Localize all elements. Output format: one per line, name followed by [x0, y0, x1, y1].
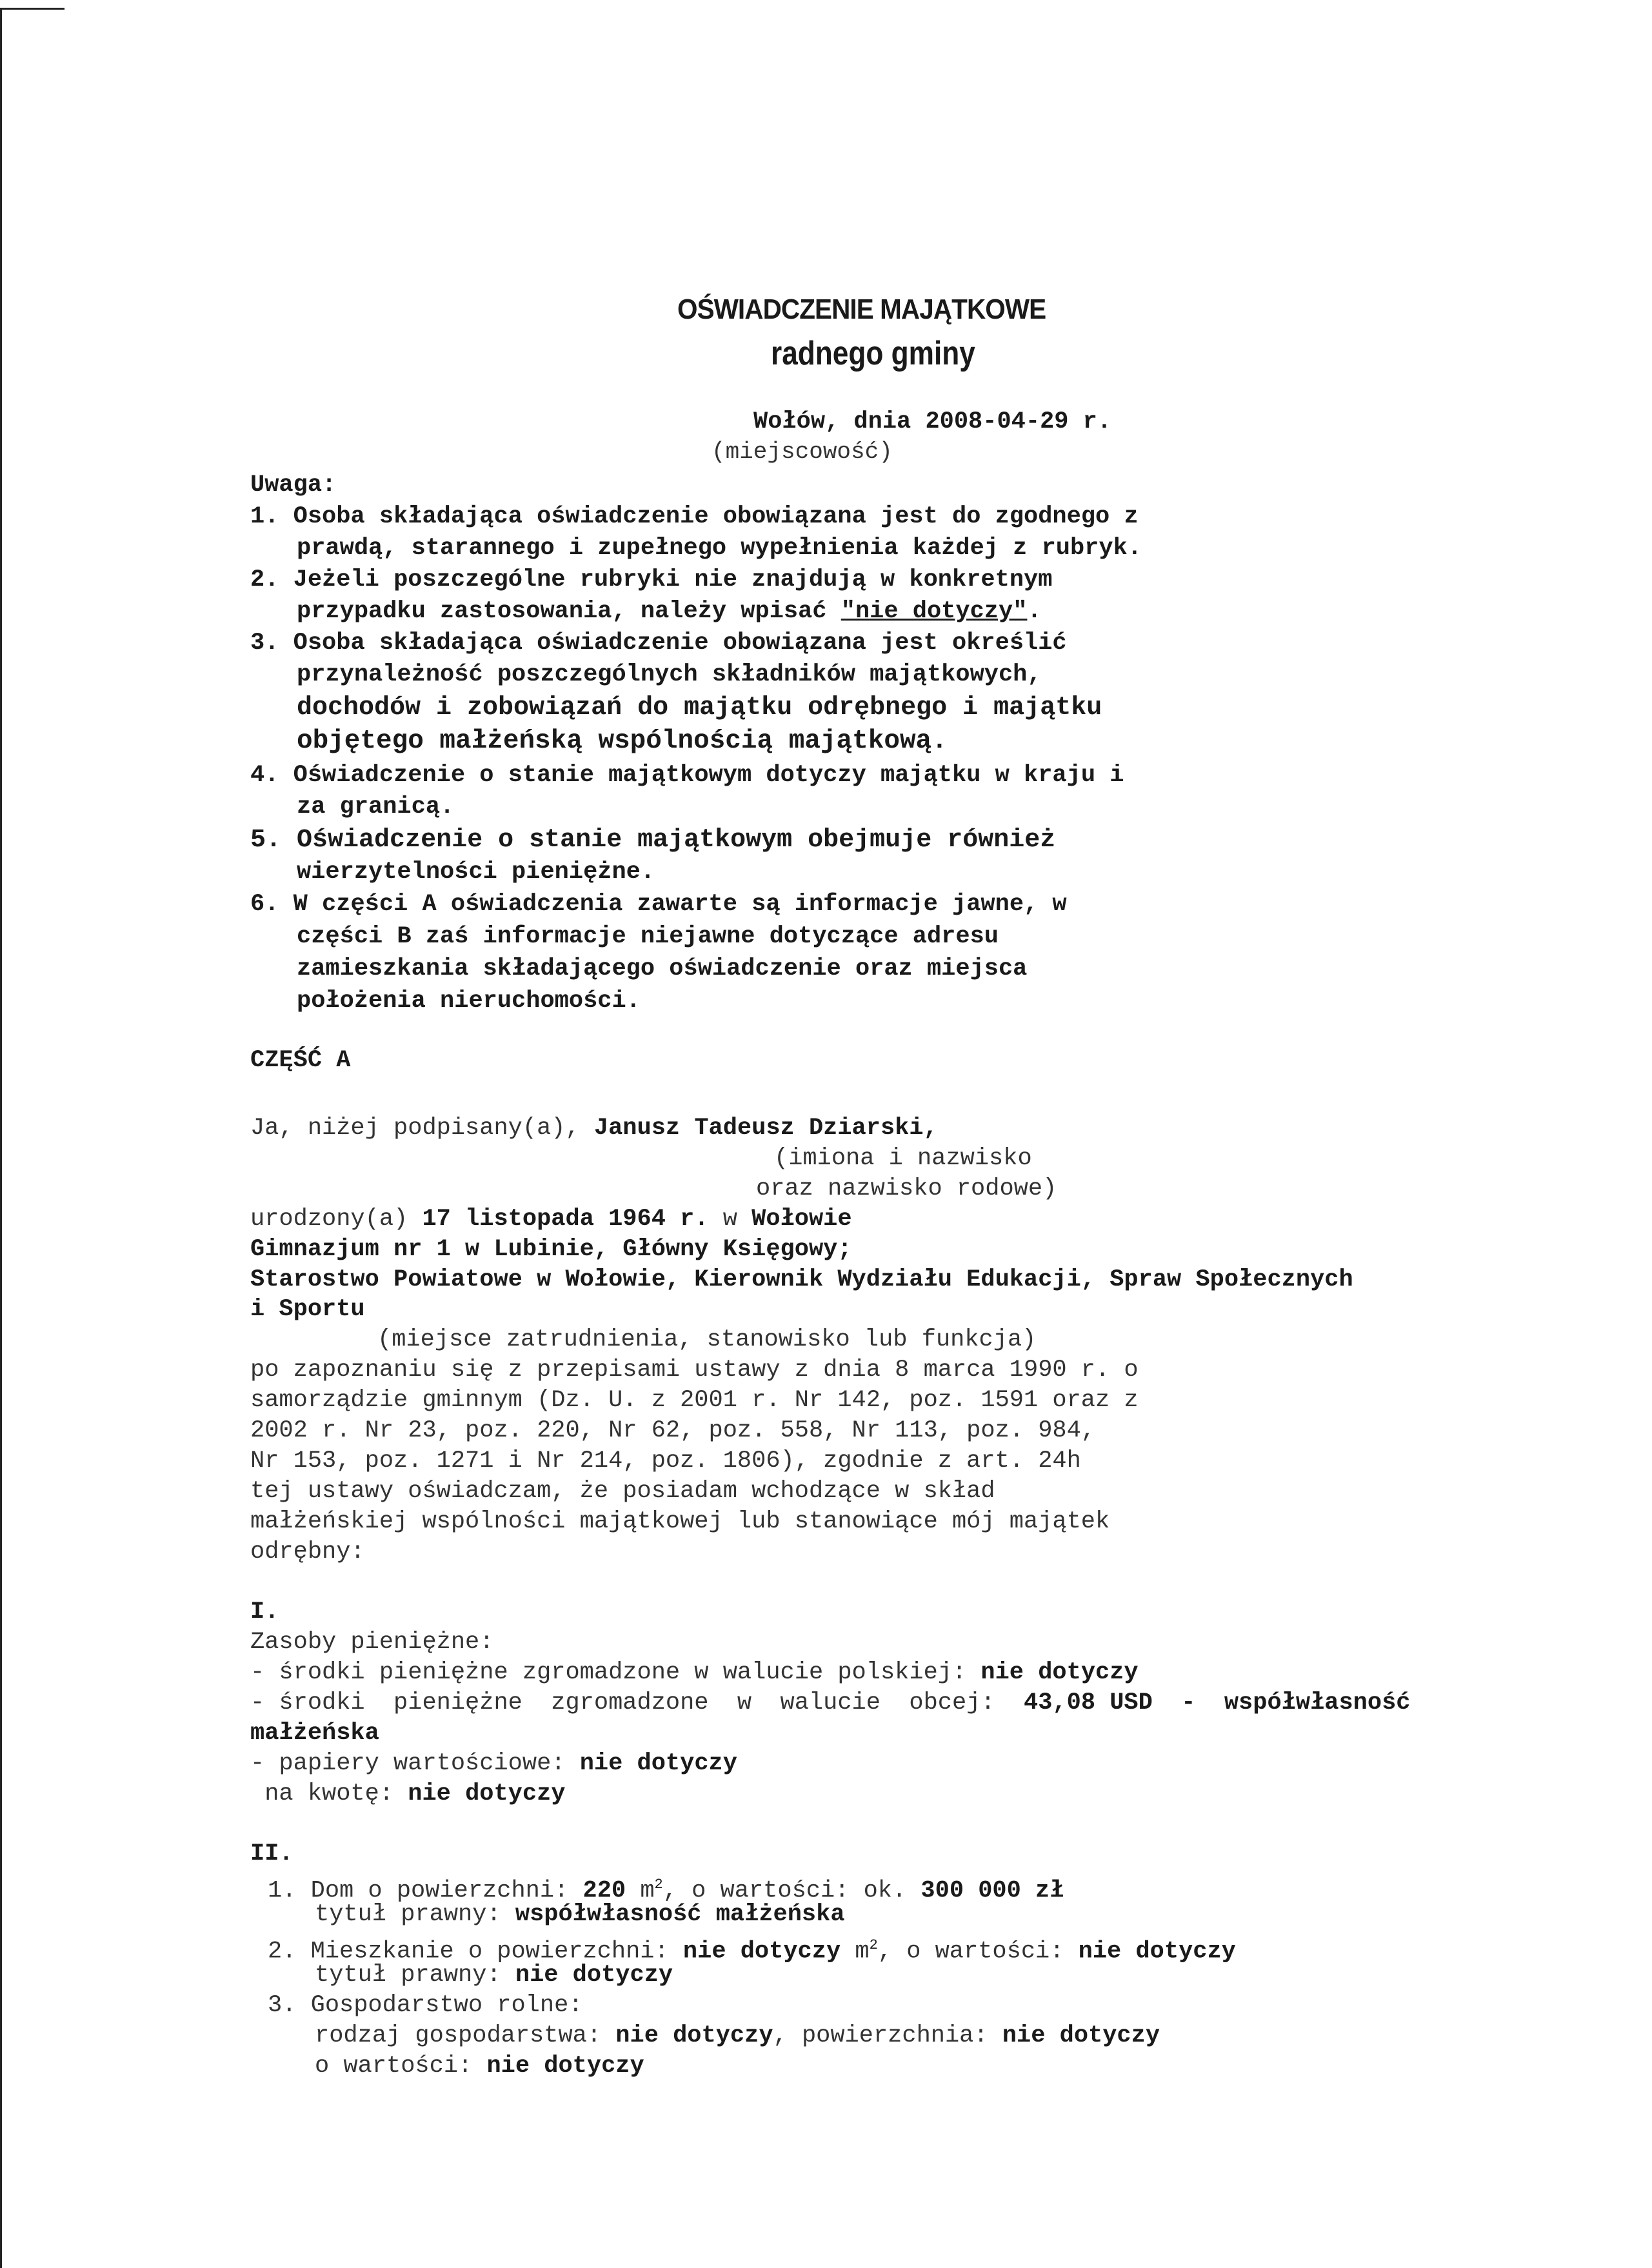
uwaga-heading: Uwaga: [250, 472, 337, 499]
uwaga-line: Osoba składająca oświadczenie obowiązana jest do zgodnego z [293, 503, 1139, 530]
flat-label: 2. Mieszkanie o powierzchni: [268, 1938, 683, 1965]
flat-title: nie dotyczy [515, 1962, 673, 1989]
name-caption-2: oraz nazwisko rodowe) [756, 1175, 1057, 1202]
scan-border-top [0, 8, 65, 10]
securities-line [250, 1748, 737, 1780]
employment-line-3: i Sportu [250, 1296, 365, 1323]
birth-date: 17 listopada 1964 r. [422, 1206, 709, 1233]
pln-value: nie dotyczy [980, 1659, 1139, 1686]
uwaga-line: części B zaś informacje niejawne dotyczące adresu [297, 923, 999, 950]
farm-label: 3. Gospodarstwo rolne: [268, 1992, 583, 2019]
amount-label: na kwotę: [250, 1780, 408, 1807]
document-title: OŚWIADCZENIE MAJĄTKOWE [677, 293, 1046, 325]
uwaga-tail: . [1027, 598, 1042, 625]
uwaga-line: objętego małżeńską wspólnością majątkową. [297, 726, 948, 756]
flat-title-label: tytuł prawny: [315, 1962, 515, 1989]
uwaga-item-5 [250, 824, 1055, 856]
pln-line [250, 1657, 1139, 1689]
amount-line [250, 1778, 566, 1810]
uwaga-item-2-line2 [297, 596, 1042, 628]
legal-line: po zapoznaniu się z przepisami ustawy z dnia 8 marca 1990 r. o [250, 1357, 1139, 1384]
securities-label: - papiery wartościowe: [250, 1750, 580, 1777]
uwaga-num: 1. [250, 503, 279, 530]
flat-area: nie dotyczy [682, 1938, 841, 1965]
uwaga-line: dochodów i zobowiązań do majątku odrębnego i majątku [297, 693, 1102, 722]
uwaga-item-6 [250, 889, 1067, 920]
uwaga-line: przynależność poszczególnych składników majątkowych, [297, 661, 1042, 688]
uwaga-item-1 [250, 501, 1139, 533]
foreign-label: - środki pieniężne zgromadzone w walucie obcej: [250, 1689, 1024, 1716]
foreign-value: 43,08 USD - współwłasność [1024, 1689, 1411, 1716]
farm-value: nie dotyczy [486, 2053, 644, 2080]
flat-value-label: , o wartości: [877, 1938, 1079, 1965]
uwaga-num: 5. [250, 826, 282, 855]
superscript: 2 [654, 1876, 663, 1893]
uwaga-line: W części A oświadczenia zawarte są informacje jawne, w [293, 891, 1067, 918]
uwaga-item-4 [250, 760, 1124, 791]
legal-line: tej ustawy oświadczam, że posiadam wchodzące w skład [250, 1478, 995, 1505]
uwaga-item-3 [250, 628, 1067, 659]
flat-unit: m [841, 1938, 870, 1965]
uwaga-num: 2. [250, 566, 279, 593]
place-date: Wołów, dnia 2008-04-29 r. [753, 408, 1112, 435]
scan-border-left [0, 8, 2, 2268]
farm-area-label: , powierzchnia: [773, 2022, 1002, 2049]
legal-line: odrębny: [250, 1538, 365, 1566]
legal-line: 2002 r. Nr 23, poz. 220, Nr 62, poz. 558, Nr 113, poz. 984, [250, 1417, 1096, 1444]
uwaga-line: prawdą, starannego i zupełnego wypełnienia każdej z rubryk. [297, 535, 1142, 562]
farm-value-line [315, 2051, 644, 2082]
uwaga-line: położenia nieruchomości. [297, 988, 641, 1015]
place-caption: (miejscowość) [712, 439, 893, 465]
house-label: 1. Dom o powierzchni: [268, 1877, 583, 1905]
section-1-heading: I. [250, 1598, 279, 1626]
nie-dotyczy-quote: "nie dotyczy" [841, 598, 1028, 625]
farm-area: nie dotyczy [1002, 2022, 1160, 2049]
uwaga-line: za granicą. [297, 793, 455, 821]
intro-prefix: Ja, niżej podpisany(a), [250, 1115, 594, 1142]
house-unit: m [626, 1877, 655, 1905]
document-subtitle: radnego gminy [771, 335, 975, 372]
uwaga-num: 6. [250, 891, 279, 918]
cash-label: Zasoby pieniężne: [250, 1629, 494, 1656]
section-2-heading: II. [250, 1840, 294, 1867]
birth-place: Wołowie [751, 1206, 852, 1233]
house-title-line [315, 1899, 845, 1931]
employment-caption: (miejsce zatrudnienia, stanowisko lub funkcja) [377, 1326, 1037, 1353]
flat-value: nie dotyczy [1078, 1938, 1236, 1965]
uwaga-num: 3. [250, 630, 279, 657]
born-in: w [708, 1206, 752, 1233]
farm-value-label: o wartości: [315, 2053, 487, 2080]
house-title-label: tytuł prawny: [315, 1901, 515, 1928]
uwaga-num: 4. [250, 762, 279, 789]
house-title: współwłasność małżeńska [515, 1901, 845, 1928]
legal-line: małżeńskiej wspólności majątkowej lub stanowiące mój majątek [250, 1508, 1110, 1535]
securities-value: nie dotyczy [579, 1750, 737, 1777]
part-a-heading: CZĘŚĆ A [250, 1047, 351, 1074]
farm-type-label: rodzaj gospodarstwa: [315, 2022, 616, 2049]
legal-line: samorządzie gminnym (Dz. U. z 2001 r. Nr 142, poz. 1591 oraz z [250, 1387, 1139, 1414]
superscript: 2 [869, 1937, 878, 1953]
uwaga-line: Oświadczenie o stanie majątkowym obejmuje również [297, 826, 1056, 855]
uwaga-line: przypadku zastosowania, należy wpisać [297, 598, 841, 625]
declarant-line [250, 1113, 938, 1144]
declarant-name: Janusz Tadeusz Dziarski, [593, 1115, 938, 1142]
foreign-value-cont: małżeńska [250, 1720, 379, 1747]
name-caption-1: (imiona i nazwisko [774, 1145, 1032, 1172]
foreign-line [250, 1687, 1411, 1719]
uwaga-line: Osoba składająca oświadczenie obowiązana jest określić [293, 630, 1067, 657]
born-prefix: urodzony(a) [250, 1206, 423, 1233]
uwaga-line: Oświadczenie o stanie majątkowym dotyczy majątku w kraju i [293, 762, 1124, 789]
house-value: 300 000 zł [921, 1877, 1064, 1905]
uwaga-item-2 [250, 564, 1052, 596]
amount-value: nie dotyczy [408, 1780, 566, 1807]
uwaga-line: zamieszkania składającego oświadczenie oraz miejsca [297, 955, 1028, 982]
employment-line-2: Starostwo Powiatowe w Wołowie, Kierownik Wydziału Edukacji, Spraw Społecznych [250, 1266, 1353, 1293]
farm-type: nie dotyczy [615, 2022, 773, 2049]
flat-title-line [315, 1960, 673, 1991]
pln-label: - środki pieniężne zgromadzone w walucie polskiej: [250, 1659, 981, 1686]
uwaga-line: wierzytelności pieniężne. [297, 859, 655, 886]
employment-line-1: Gimnazjum nr 1 w Lubinie, Główny Księgowy; [250, 1236, 852, 1263]
birth-line [250, 1204, 852, 1235]
legal-line: Nr 153, poz. 1271 i Nr 214, poz. 1806), zgodnie z art. 24h [250, 1447, 1081, 1475]
house-value-label: , o wartości: ok. [662, 1877, 921, 1905]
farm-type-line [315, 2020, 1160, 2052]
uwaga-line: Jeżeli poszczególne rubryki nie znajdują w konkretnym [293, 566, 1053, 593]
house-area: 220 [582, 1877, 626, 1905]
